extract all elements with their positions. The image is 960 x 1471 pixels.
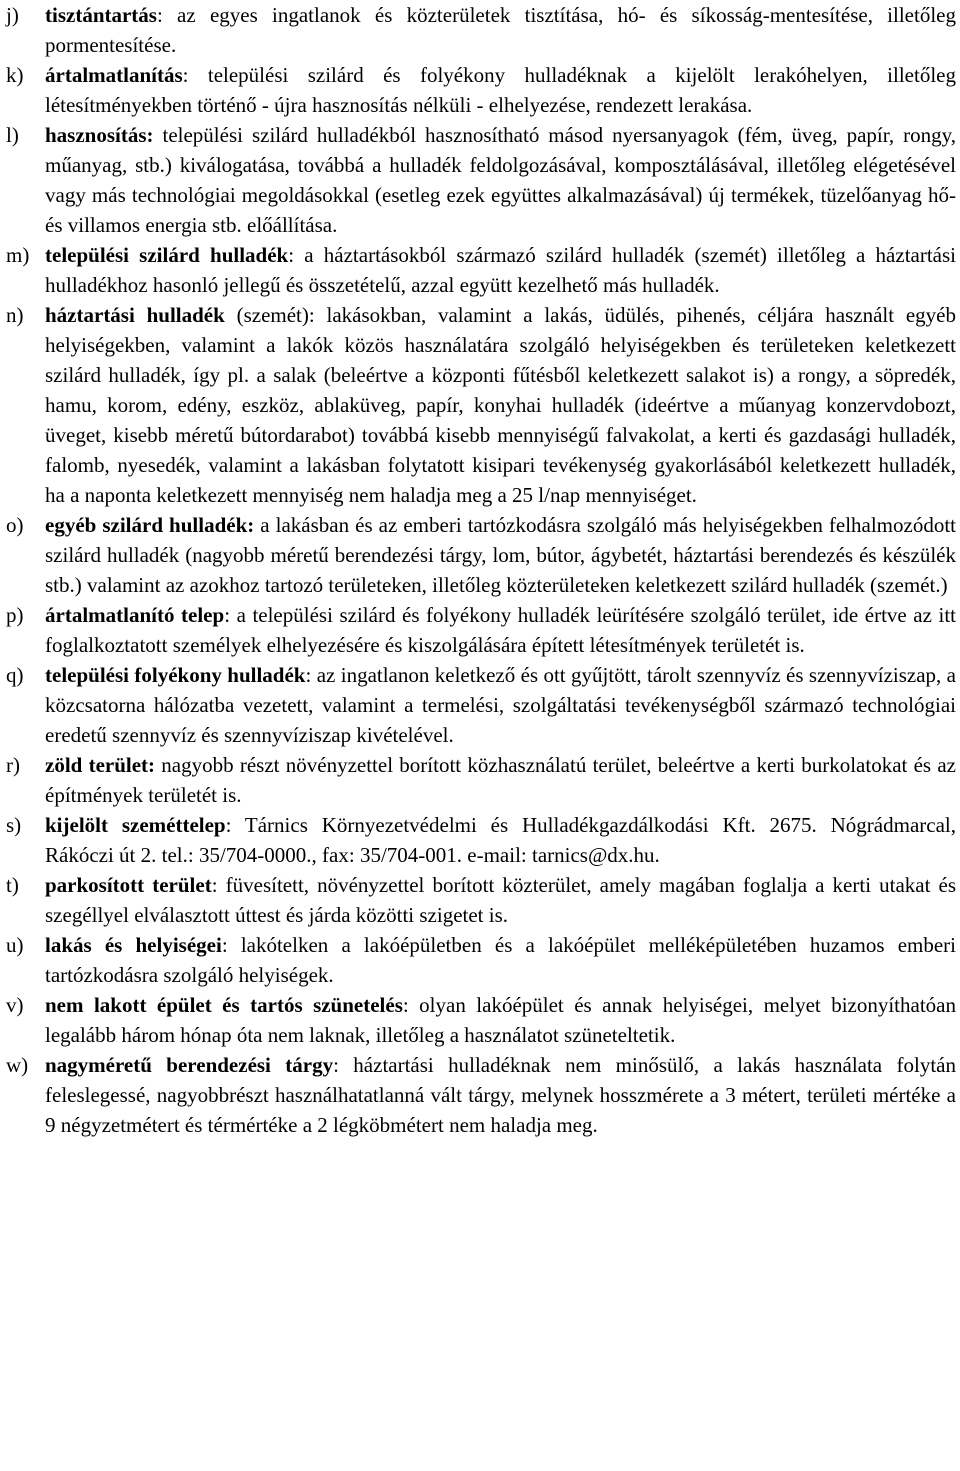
item-term: kijelölt szeméttelep: [45, 813, 226, 837]
item-term: települési folyékony hulladék: [45, 663, 306, 687]
item-marker: n): [6, 303, 24, 327]
definition-item-m: [6, 240, 956, 300]
item-text: : háztartási hulladéknak nem minősülő, a lakás használata folytán feleslegessé, nagyobbrészt használhatatlanná vált tárgy, melynek hosszmérete a 3 métert, területi mértéke a 9 négyzetmétert és térmértéke a 2 légköbmétert nem haladja meg.: [45, 1053, 956, 1137]
definition-item-o: [6, 510, 956, 600]
item-term: ártalmatlanítás: [45, 63, 183, 87]
definition-item-n: [6, 300, 956, 510]
item-text: települési szilárd hulladékból hasznosítható másod nyersanyagok (fém, üveg, papír, rongy, műanyag, stb.) kiválogatása, továbbá a hulladék feldolgozásával, komposztálásával, illetőleg elégetésével vagy más technológiai megoldásokkal (esetleg ezek együttes alkalmazásával) új termékek, tüzelőanyag hő- és villamos energia stb. előállítása.: [45, 123, 956, 237]
item-text: : az egyes ingatlanok és közterületek tisztítása, hó- és síkosság-mentesítése, illetőleg pormentesítése.: [45, 3, 956, 57]
item-text: (szemét): lakásokban, valamint a lakás, üdülés, pihenés, céljára használt egyéb helyiségekben, valamint a lakók közös használatára szolgáló helyiségekben és területeken keletkezett szilárd hulladék, így pl. a salak (beleértve a központi fűtésből keletkezett salakot is) a rongy, a söpredék, hamu, korom, edény, eszköz, ablaküveg, papír, konyhai hulladék (ideértve a műanyag konzervdobozt, üveget, kisebb méretű bútordarabot) továbbá kisebb mennyiségű falvakolat, a kerti és gazdasági hulladék, falomb, nyesedék, valamint a lakásban folytatott kisipari tevékenység gyakorlásából keletkezett hulladék, ha a naponta keletkezett mennyiség nem haladja meg a 25 l/nap mennyiséget.: [45, 303, 956, 507]
item-text: : füvesített, növényzettel borított közterület, amely magában foglalja a kerti utakat és szegéllyel elválasztott úttest és járda közötti szigetet is.: [45, 873, 956, 927]
item-text: : olyan lakóépület és annak helyiségei, melyet bizonyíthatóan legalább három hónap óta nem laknak, illetőleg a használatot szüneteltetik.: [45, 993, 956, 1047]
item-marker: u): [6, 933, 24, 957]
item-term: zöld terület:: [45, 753, 156, 777]
item-marker: m): [6, 243, 30, 267]
item-term: nem lakott épület és tartós szünetelés: [45, 993, 403, 1017]
item-marker: t): [6, 873, 19, 897]
definition-item-w: [6, 1050, 956, 1140]
item-term: háztartási hulladék: [45, 303, 225, 327]
item-term: ártalmatlanító telep: [45, 603, 225, 627]
item-term: egyéb szilárd hulladék:: [45, 513, 255, 537]
item-text: : települési szilárd és folyékony hulladéknak a kijelölt lerakóhelyen, illetőleg létesítményekben történő - újra hasznosítás nélküli - elhelyezése, rendezett lerakása.: [45, 63, 956, 117]
item-text: : Tárnics Környezetvédelmi és Hulladékgazdálkodási Kft. 2675. Nógrádmarcal, Rákóczi út 2. tel.: 35/704-0000., fax: 35/704-001. e-mail: tarnics@dx.hu.: [45, 813, 956, 867]
definition-item-t: [6, 870, 956, 930]
definition-item-r: [6, 750, 956, 810]
item-marker: o): [6, 513, 24, 537]
definition-item-u: [6, 930, 956, 990]
definition-item-k: [6, 60, 956, 120]
item-term: parkosított terület: [45, 873, 212, 897]
item-text: : a települési szilárd és folyékony hulladék leürítésére szolgáló terület, ide értve az itt foglalkoztatott személyek elhelyezésére és kiszolgálására épített létesítmények területét is.: [45, 603, 956, 657]
item-marker: p): [6, 603, 24, 627]
definition-item-j: [6, 0, 956, 60]
definition-item-s: [6, 810, 956, 870]
item-marker: s): [6, 813, 22, 837]
item-term: lakás és helyiségei: [45, 933, 222, 957]
item-marker: v): [6, 993, 24, 1017]
item-text: : az ingatlanon keletkező és ott gyűjtött, tárolt szennyvíz és szennyvíziszap, a közcsatorna hálózatba vezetett, valamint a termelési, szolgáltatási tevékenységből származó technológiai eredetű szennyvíz és szennyvíziszap kivételével.: [45, 663, 957, 747]
item-term: települési szilárd hulladék: [45, 243, 289, 267]
item-text: : lakótelken a lakóépületben és a lakóépület melléképületében huzamos emberi tartózkodásra szolgáló helyiségek.: [45, 933, 956, 987]
item-text: a lakásban és az emberi tartózkodásra szolgáló más helyiségekben felhalmozódott szilárd hulladék (nagyobb méretű berendezési tárgy, lom, bútor, ágybetét, háztartási berendezés és készülék stb.) valamint az azokhoz tartozó területeken, illetőleg közterületeken keletkezett szilárd hulladék (szemét.): [45, 513, 957, 597]
item-term: hasznosítás:: [45, 123, 154, 147]
item-marker: k): [6, 63, 24, 87]
item-term: nagyméretű berendezési tárgy: [45, 1053, 334, 1077]
item-marker: q): [6, 663, 24, 687]
definition-item-v: [6, 990, 956, 1050]
definition-item-q: [6, 660, 956, 750]
item-marker: r): [6, 753, 20, 777]
item-marker: l): [6, 123, 19, 147]
item-marker: w): [6, 1053, 29, 1077]
item-text: nagyobb részt növényzettel borított közhasználatú terület, beleértve a kerti burkolatokat és az építmények területét is.: [45, 753, 956, 807]
item-text: : a háztartásokból származó szilárd hulladék (szemét) illetőleg a háztartási hulladékhoz hasonló jellegű és összetételű, azzal együtt kezelhető más hulladék.: [45, 243, 957, 297]
item-term: tisztántartás: [45, 3, 157, 27]
definition-item-l: [6, 120, 956, 240]
definition-item-p: [6, 600, 956, 660]
item-marker: j): [6, 3, 19, 27]
